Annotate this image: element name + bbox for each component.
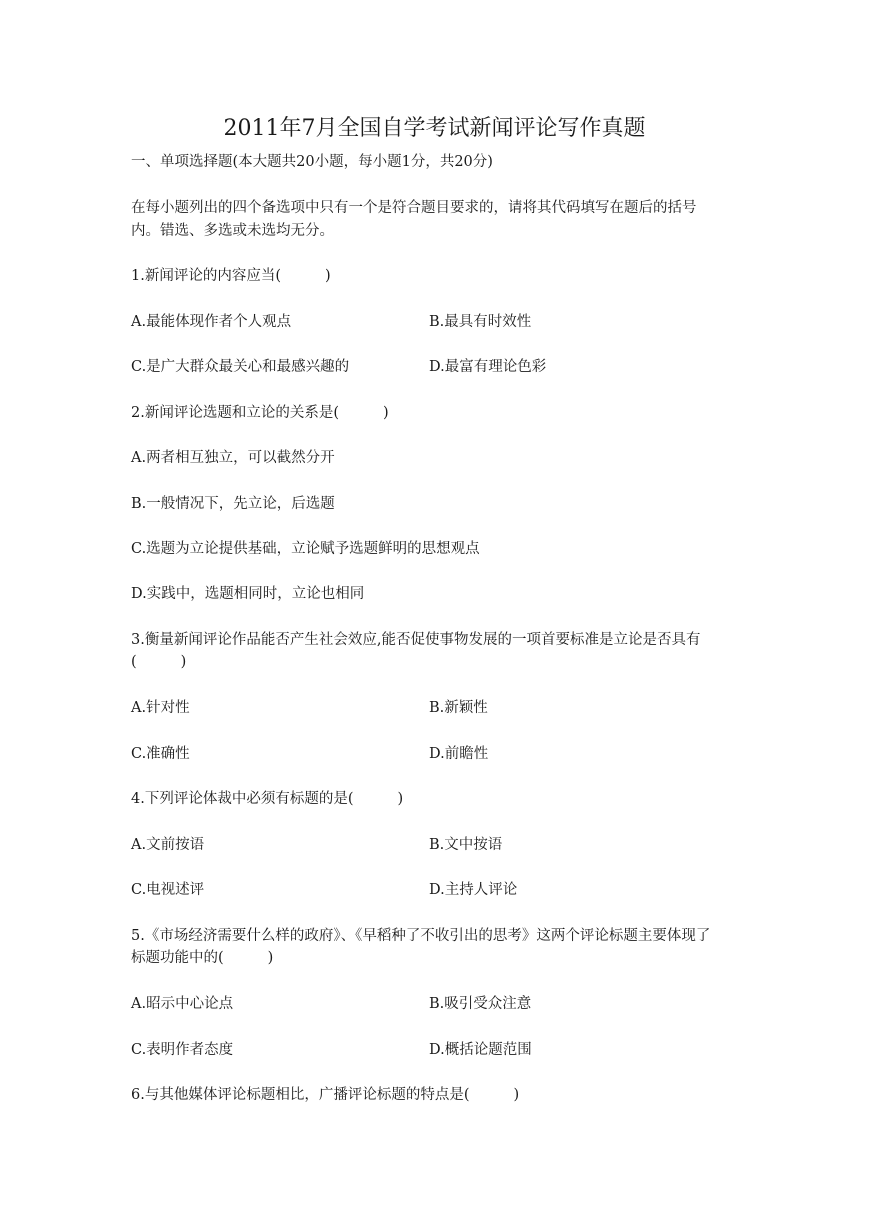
question-2-option-b: B.一般情况下，先立论，后选题 — [131, 496, 335, 512]
question-5-option-b: B.吸引受众注意 — [429, 996, 532, 1012]
question-5-stem-continued: 标题功能中的( ) — [131, 950, 274, 966]
instructions-line-1: 在每小题列出的四个备选项中只有一个是符合题目要求的，请将其代码填写在题后的括号 — [131, 200, 697, 216]
question-3-stem: 3.衡量新闻评论作品能否产生社会效应,能否促使事物发展的一项首要标准是立论是否具有 — [131, 632, 701, 648]
question-5-option-a: A.昭示中心论点 — [131, 996, 234, 1012]
question-4-option-a: A.文前按语 — [131, 837, 205, 853]
question-2-option-d: D.实践中，选题相同时，立论也相同 — [131, 586, 365, 602]
question-2-option-a: A.两者相互独立，可以截然分开 — [131, 450, 335, 466]
question-2-option-c: C.选题为立论提供基础，立论赋予选题鲜明的思想观点 — [131, 541, 480, 557]
question-3-option-b: B.新颖性 — [429, 700, 488, 716]
document-title: 2011年7月全国自学考试新闻评论写作真题 — [223, 116, 646, 141]
question-4-option-c: C.电视述评 — [131, 882, 205, 898]
question-1-option-c: C.是广大群众最关心和最感兴趣的 — [131, 359, 350, 375]
question-3-option-c: C.准确性 — [131, 746, 190, 762]
question-5-option-c: C.表明作者态度 — [131, 1042, 234, 1058]
question-6-stem: 6.与其他媒体评论标题相比，广播评论标题的特点是( ) — [131, 1087, 520, 1103]
question-3-option-a: A.针对性 — [131, 700, 190, 716]
instructions-line-2: 内。错选、多选或未选均无分。 — [131, 223, 334, 239]
question-4-option-b: B.文中按语 — [429, 837, 503, 853]
question-3-stem-continued: ( ) — [131, 654, 187, 670]
question-4-stem: 4.下列评论体裁中必须有标题的是( ) — [131, 791, 404, 807]
question-1-stem: 1.新闻评论的内容应当( ) — [131, 268, 331, 284]
question-2-stem: 2.新闻评论选题和立论的关系是( ) — [131, 405, 389, 421]
question-4-option-d: D.主持人评论 — [429, 882, 518, 898]
question-1-option-b: B.最具有时效性 — [429, 314, 532, 330]
question-5-option-d: D.概括论题范围 — [429, 1042, 532, 1058]
question-1-option-d: D.最富有理论色彩 — [429, 359, 547, 375]
question-3-option-d: D.前瞻性 — [429, 746, 489, 762]
question-1-option-a: A.最能体现作者个人观点 — [131, 314, 292, 330]
section-heading: 一、单项选择题(本大题共20小题，每小题1分，共20分) — [131, 154, 493, 170]
question-5-stem: 5.《市场经济需要什么样的政府》、《早稻种了不收引出的思考》这两个评论标题主要体现了 — [131, 928, 711, 944]
